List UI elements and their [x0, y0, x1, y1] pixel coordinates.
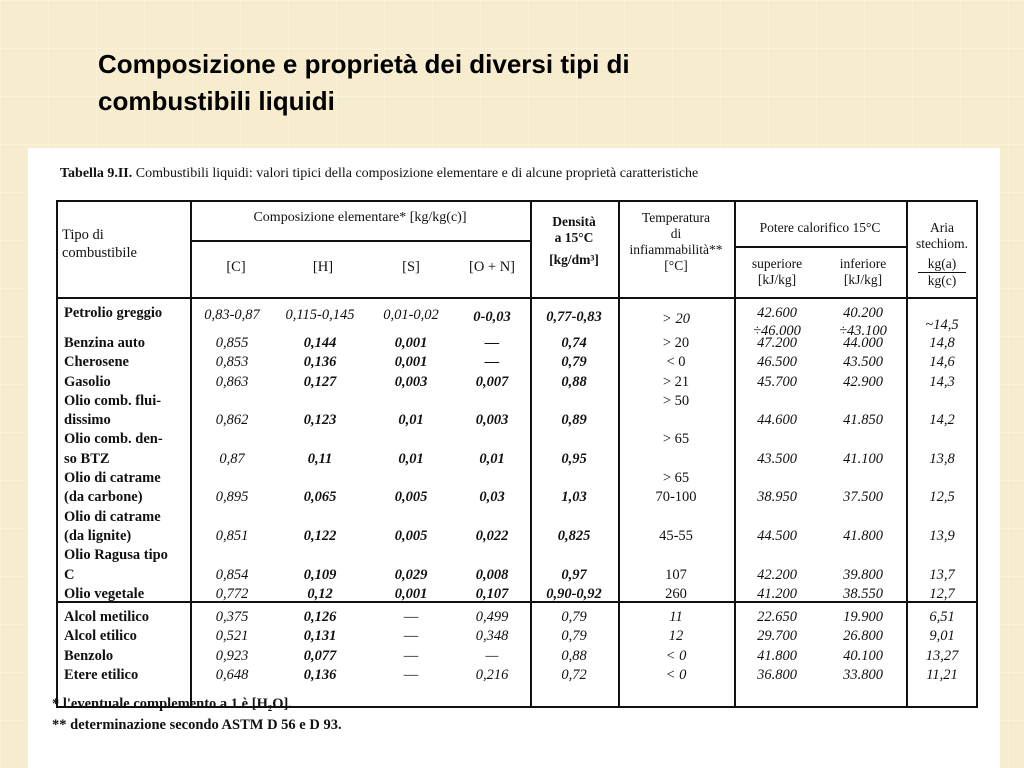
cell-inferiore — [820, 392, 906, 411]
cell-inferiore: 33.800 — [843, 666, 883, 683]
col-temp-group-b — [618, 334, 734, 604]
fuel-name: Alcol metilico — [64, 609, 149, 625]
cell-aria: 13,8 — [929, 450, 955, 467]
cell-aria: 12,5 — [929, 489, 955, 506]
cell-c: 0,895 — [215, 489, 249, 506]
cell-on — [454, 392, 530, 411]
cell-on: — — [484, 335, 500, 351]
fuel-name: Benzolo — [64, 647, 114, 664]
cell-inferiore: 37.500 — [843, 489, 883, 506]
header-s: [S] — [402, 259, 420, 275]
cell-h: 0,065 — [303, 489, 337, 506]
cell-on: 0,03 — [479, 489, 505, 506]
fuel-name: Olio comb. den- — [64, 431, 163, 448]
header-superiore: superiore [kJ/kg] — [751, 256, 803, 287]
cell-densita: 0,79 — [561, 609, 587, 625]
cell-c: 0,862 — [215, 412, 249, 429]
cell-h: 0,144 — [303, 335, 337, 351]
cell-superiore: 22.650 — [757, 609, 797, 625]
cell-h: 0,12 — [307, 585, 333, 602]
cell-h: 0,131 — [303, 628, 337, 645]
cell-c: 0,87 — [219, 450, 245, 467]
cell-densita: 0,79 — [561, 354, 587, 371]
cell-temperatura: 107 — [665, 566, 687, 583]
cell-superiore — [734, 430, 820, 449]
cell-densita: 0,95 — [561, 450, 587, 467]
fuel-names-group-c — [64, 608, 149, 685]
col-aria-group-c — [906, 608, 978, 685]
cell-aria — [906, 508, 978, 527]
row-petrolio-aria: ~14,5 — [925, 317, 959, 333]
cell-c: 0,375 — [215, 609, 249, 625]
table-caption — [60, 166, 698, 182]
comp-header-rule — [190, 240, 530, 242]
cell-s — [370, 430, 452, 449]
cell-c — [192, 430, 272, 449]
cell-temperatura: > 20 — [662, 335, 690, 351]
cell-temperatura: > 65 — [662, 470, 690, 487]
col-h-group-b — [272, 334, 368, 604]
cell-h: 0,123 — [303, 412, 337, 429]
cell-inferiore: 44.000 — [843, 335, 883, 351]
fuel-name: C — [64, 566, 75, 583]
cell-temperatura: > 21 — [662, 373, 690, 390]
cell-superiore: 41.200 — [757, 585, 797, 602]
cell-on: 0,216 — [475, 666, 509, 683]
cell-h — [272, 546, 368, 565]
cell-h — [272, 430, 368, 449]
slide-title-line1: Composizione e proprietà dei diversi tipi di — [98, 49, 630, 79]
cell-superiore: 45.700 — [757, 373, 797, 390]
cell-c — [192, 469, 272, 488]
cell-aria: 14,8 — [929, 335, 955, 351]
cell-inferiore: 41.850 — [843, 412, 883, 429]
cell-densita: 0,97 — [561, 566, 587, 583]
col-dens-group-c — [530, 608, 618, 685]
cell-temperatura: > 50 — [662, 392, 690, 409]
cell-h: 0,122 — [303, 527, 337, 544]
fuel-name: Olio di catrame — [64, 470, 161, 487]
col-h-group-c — [272, 608, 368, 685]
fuel-name: so BTZ — [64, 450, 110, 467]
cell-s: 0,029 — [394, 566, 428, 583]
footnote-1: * l'eventuale complemento a 1 è [H₂O]. — [52, 696, 292, 712]
cell-densita: 0,88 — [561, 373, 587, 390]
cell-superiore: 29.700 — [757, 628, 797, 645]
cell-on: 0,107 — [475, 585, 509, 602]
header-aria: Aria stechiom. kg(a) kg(c) — [915, 220, 969, 288]
slide-title-line2: combustibili liquidi — [98, 86, 335, 116]
cell-temperatura — [618, 411, 734, 430]
fuel-name: Gasolio — [64, 373, 111, 390]
col-inf-group-b — [820, 334, 906, 604]
fuel-name: Etere etilico — [64, 666, 139, 683]
row-petrolio-dens: 0,77-0,83 — [546, 309, 602, 325]
cell-h — [272, 392, 368, 411]
cell-superiore — [734, 392, 820, 411]
cell-inferiore: 39.800 — [843, 566, 883, 583]
header-c: [C] — [226, 259, 246, 275]
cell-h: 0,126 — [303, 609, 337, 625]
cell-temperatura — [618, 508, 734, 527]
col-c-group-c — [192, 608, 272, 685]
cell-inferiore: 38.550 — [843, 585, 883, 602]
cell-c: 0,854 — [215, 566, 249, 583]
cell-c: 0,648 — [215, 666, 249, 683]
fuel-name: Olio comb. flui- — [64, 392, 162, 409]
cell-on: 0,022 — [475, 527, 509, 544]
cell-c: 0,923 — [215, 647, 249, 664]
cell-superiore: 46.500 — [757, 354, 797, 371]
cell-densita: 0,79 — [561, 628, 587, 645]
col-temp-group-c — [618, 608, 734, 685]
header-tipo: Tipo di combustibile — [62, 227, 137, 261]
potere-header-rule — [734, 246, 906, 248]
cell-superiore: 44.500 — [757, 527, 797, 544]
header-densita: Densità a 15°C [kg/dm³] — [549, 214, 599, 267]
cell-c: 0,772 — [215, 585, 249, 602]
cell-superiore: 43.500 — [757, 450, 797, 467]
col-c-group-b — [192, 334, 272, 604]
cell-temperatura: 260 — [665, 585, 687, 602]
cell-aria — [906, 430, 978, 449]
cell-temperatura: < 0 — [666, 354, 686, 371]
cell-inferiore — [820, 469, 906, 488]
cell-aria: 14,6 — [929, 354, 955, 371]
cell-aria: 13,27 — [925, 647, 959, 664]
cell-densita: 0,825 — [557, 527, 591, 544]
cell-temperatura: 70-100 — [655, 489, 697, 506]
cell-inferiore — [820, 546, 906, 565]
col-on-group-c — [454, 608, 530, 685]
fuel-names-group-b — [64, 334, 168, 604]
cell-aria: 14,2 — [929, 412, 955, 429]
fuel-name: (da lignite) — [64, 527, 132, 544]
cell-c — [192, 392, 272, 411]
cell-densita — [530, 430, 618, 449]
cell-c: 0,863 — [215, 373, 249, 390]
cell-inferiore: 41.100 — [843, 450, 883, 467]
cell-h — [272, 508, 368, 527]
cell-superiore — [734, 546, 820, 565]
col-inf-group-c — [820, 608, 906, 685]
cell-s: 0,01 — [398, 412, 424, 429]
cell-superiore: 41.800 — [757, 647, 797, 664]
cell-on — [454, 430, 530, 449]
cell-on: 0,499 — [475, 609, 509, 625]
cell-c: 0,855 — [215, 335, 249, 351]
cell-temperatura: > 65 — [662, 431, 690, 448]
row-petrolio-inf: 40.200 ÷43.100 — [839, 305, 887, 339]
cell-s — [370, 469, 452, 488]
header-composizione: Composizione elementare* [kg/kg(c)] — [253, 210, 467, 225]
scanned-table-image — [28, 148, 1000, 768]
cell-aria: 12,7 — [929, 585, 955, 602]
fuel-properties-table — [56, 200, 978, 708]
cell-aria — [906, 392, 978, 411]
row-petrolio-c: 0,83-0,87 — [204, 307, 260, 323]
cell-temperatura: < 0 — [665, 647, 687, 664]
cell-inferiore: 19.900 — [843, 609, 883, 625]
cell-s: 0,001 — [394, 585, 428, 602]
col-aria-group-b — [906, 334, 978, 604]
cell-densita: 1,03 — [561, 489, 587, 506]
cell-superiore: 44.600 — [757, 412, 797, 429]
header-potere: Potere calorifico 15°C — [759, 220, 881, 235]
col-s-group-b — [370, 334, 452, 604]
cell-on — [454, 469, 530, 488]
table-caption-label: Tabella 9.II. — [60, 166, 133, 181]
cell-inferiore — [820, 508, 906, 527]
cell-on — [454, 546, 530, 565]
cell-s: — — [403, 647, 419, 664]
cell-h: 0,109 — [303, 566, 337, 583]
fuel-name: Olio vegetale — [64, 585, 145, 602]
cell-s — [370, 508, 452, 527]
fuel-name: Cherosene — [64, 354, 129, 371]
table-rule-top — [56, 200, 978, 202]
cell-h: 0,136 — [303, 354, 337, 371]
cell-inferiore — [820, 430, 906, 449]
cell-s — [370, 392, 452, 411]
cell-h: 0,127 — [303, 373, 337, 390]
cell-densita — [530, 546, 618, 565]
cell-densita — [530, 508, 618, 527]
row-petrolio-name: Petrolio greggio — [64, 305, 163, 321]
cell-c — [192, 546, 272, 565]
fuel-name: Olio Ragusa tipo — [64, 547, 168, 564]
cell-c: 0,851 — [215, 527, 249, 544]
cell-densita — [530, 392, 618, 411]
fuel-name: Benzina auto — [64, 335, 145, 351]
fuel-name: Alcol etilico — [64, 628, 137, 645]
cell-inferiore: 43.500 — [843, 354, 883, 371]
cell-temperatura — [618, 450, 734, 469]
cell-temperatura — [618, 546, 734, 565]
cell-aria: 11,21 — [926, 666, 958, 683]
fuel-name: Olio di catrame — [64, 508, 161, 525]
cell-on: — — [484, 354, 500, 371]
cell-on: 0,003 — [475, 412, 509, 429]
cell-superiore: 36.800 — [757, 666, 797, 683]
cell-inferiore: 40.100 — [843, 647, 883, 664]
cell-densita: 0,88 — [561, 647, 587, 664]
cell-densita: 0,90-0,92 — [546, 585, 602, 602]
row-petrolio-sup: 42.600 ÷46.000 — [753, 305, 801, 339]
cell-on — [454, 508, 530, 527]
cell-superiore: 38.950 — [757, 489, 797, 506]
col-s-group-c — [370, 608, 452, 685]
cell-inferiore: 26.800 — [843, 628, 883, 645]
cell-h — [272, 469, 368, 488]
cell-densita — [530, 469, 618, 488]
cell-temperatura: 45-55 — [659, 527, 693, 544]
cell-on: — — [485, 647, 499, 664]
col-on-group-b — [454, 334, 530, 604]
cell-s: — — [403, 628, 419, 645]
cell-aria: 6,51 — [929, 609, 955, 625]
cell-h: 0,11 — [307, 450, 333, 467]
header-inferiore: inferiore [kJ/kg] — [839, 256, 887, 287]
cell-s: 0,005 — [394, 527, 428, 544]
cell-superiore: 42.200 — [757, 566, 797, 583]
cell-superiore: 47.200 — [757, 335, 797, 351]
cell-temperatura: 12 — [668, 628, 684, 645]
cell-on: 0,01 — [479, 450, 505, 467]
row-petrolio-s: 0,01-0,02 — [383, 307, 439, 323]
cell-densita: 0,89 — [561, 412, 587, 429]
cell-inferiore: 41.800 — [843, 527, 883, 544]
header-bottom-rule — [56, 297, 978, 299]
footnote-2: ** determinazione secondo ASTM D 56 e D 93. — [52, 717, 342, 733]
cell-temperatura: < 0 — [665, 666, 687, 683]
cell-h: 0,136 — [303, 666, 337, 683]
fuel-name: dissimo — [64, 412, 111, 429]
cell-superiore — [734, 469, 820, 488]
cell-aria — [906, 546, 978, 565]
cell-on: 0,008 — [475, 566, 509, 583]
cell-c: 0,521 — [215, 628, 249, 645]
cell-aria: 9,01 — [929, 628, 955, 645]
row-petrolio-h: 0,115-0,145 — [285, 307, 355, 323]
cell-c — [192, 508, 272, 527]
fuel-name: (da carbone) — [64, 489, 143, 506]
header-temperatura: Temperatura di infiammabilità** [°C] — [629, 210, 723, 273]
cell-aria: 13,7 — [929, 566, 955, 583]
header-h: [H] — [312, 259, 334, 275]
cell-on: 0,007 — [475, 373, 509, 390]
cell-densita: 0,74 — [561, 335, 587, 351]
cell-s: 0,003 — [394, 373, 428, 390]
cell-aria — [906, 469, 978, 488]
cell-temperatura: 11 — [669, 609, 683, 625]
slide-title — [98, 46, 858, 120]
cell-aria: 13,9 — [929, 527, 955, 544]
cell-aria: 14,3 — [929, 373, 955, 390]
cell-s: — — [403, 609, 419, 625]
col-sup-group-c — [734, 608, 820, 685]
row-petrolio-temp: > 20 — [662, 311, 690, 327]
table-rule-left — [56, 200, 58, 708]
cell-on: 0,348 — [475, 628, 509, 645]
cell-inferiore: 42.900 — [843, 373, 883, 390]
cell-superiore — [734, 508, 820, 527]
col-dens-group-b — [530, 334, 618, 604]
cell-s — [370, 546, 452, 565]
cell-s: 0,001 — [394, 354, 428, 371]
col-sup-group-b — [734, 334, 820, 604]
cell-s: 0,005 — [394, 489, 428, 506]
cell-s: 0,001 — [394, 335, 428, 351]
cell-c: 0,853 — [215, 354, 249, 371]
table-caption-text: Combustibili liquidi: valori tipici della composizione elementare e di alcune proprietà caratteristiche — [135, 166, 699, 181]
row-petrolio-on: 0-0,03 — [473, 309, 511, 325]
cell-h: 0,077 — [303, 647, 337, 664]
header-on: [O + N] — [468, 259, 516, 275]
cell-densita: 0,72 — [561, 666, 587, 683]
cell-s: 0,01 — [398, 450, 424, 467]
cell-s: — — [403, 666, 419, 683]
